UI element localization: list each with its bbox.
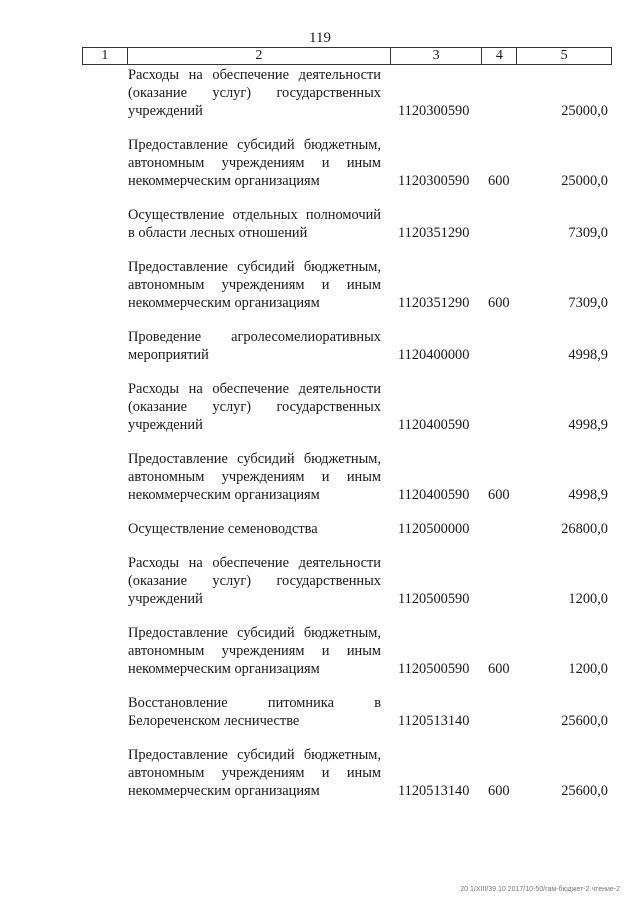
table-row — [128, 694, 608, 730]
row-description: Расходы на обеспечение деятельности (оказание услуг) государственных учреждений — [128, 555, 381, 607]
row-code: 1120400000 — [398, 347, 470, 363]
row-description: Восстановление питомника в Белореченском лесничестве — [128, 695, 381, 729]
row-description: Проведение агролесомелиоративных мероприятий — [128, 329, 381, 363]
table-row — [128, 380, 608, 434]
page-number: 119 — [309, 30, 331, 46]
row-description: Предоставление субсидий бюджетным, автономным учреждениям и иным некоммерческим организациям — [128, 451, 381, 503]
row-code: 1120500590 — [398, 661, 470, 677]
row-code: 1120351290 — [398, 225, 470, 241]
table-row — [128, 624, 608, 678]
row-type: 600 — [488, 173, 510, 189]
table-header — [82, 47, 612, 65]
table-row — [128, 136, 608, 190]
header-col-5: 5 — [560, 48, 568, 63]
row-code: 1120513140 — [398, 713, 470, 729]
row-code: 1120300590 — [398, 173, 470, 189]
row-description: Осуществление семеноводства — [128, 521, 318, 537]
row-code: 1120351290 — [398, 295, 470, 311]
row-description: Расходы на обеспечение деятельности (оказание услуг) государственных учреждений — [128, 381, 381, 433]
row-type: 600 — [488, 295, 510, 311]
header-col-1: 1 — [83, 48, 128, 64]
row-code: 1120300590 — [398, 103, 470, 119]
row-description: Расходы на обеспечение деятельности (оказание услуг) государственных учреждений — [128, 67, 381, 119]
row-amount: 26800,0 — [561, 521, 608, 537]
table-row — [128, 520, 608, 538]
row-code: 1120400590 — [398, 487, 470, 503]
header-col-2: 2 — [128, 48, 391, 64]
row-amount: 25000,0 — [561, 103, 608, 119]
table-row — [128, 258, 608, 312]
row-code: 1120500000 — [398, 521, 470, 537]
table-row — [128, 328, 608, 364]
row-amount: 4998,9 — [568, 487, 608, 503]
row-amount: 7309,0 — [568, 295, 608, 311]
row-code: 1120513140 — [398, 783, 470, 799]
row-amount: 4998,9 — [568, 417, 608, 433]
row-code: 1120400590 — [398, 417, 470, 433]
row-description: Предоставление субсидий бюджетным, автономным учреждениям и иным некоммерческим организациям — [128, 259, 381, 311]
row-type: 600 — [488, 783, 510, 799]
table-body — [128, 66, 608, 800]
table-row — [128, 554, 608, 608]
row-description: Предоставление субсидий бюджетным, автономным учреждениям и иным некоммерческим организациям — [128, 747, 381, 799]
row-amount: 25600,0 — [561, 783, 608, 799]
row-amount: 1200,0 — [568, 591, 608, 607]
footer-stamp: 20 1/XIII/39 10 2017/10-50/гам-бюджет-2 чтение-2 — [460, 886, 620, 893]
row-type: 600 — [488, 661, 510, 677]
row-code: 1120500590 — [398, 591, 470, 607]
row-amount: 4998,9 — [568, 347, 608, 363]
row-amount: 25000,0 — [561, 173, 608, 189]
table-row — [128, 66, 608, 120]
row-description: Предоставление субсидий бюджетным, автономным учреждениям и иным некоммерческим организациям — [128, 137, 381, 189]
table-row — [128, 746, 608, 800]
header-col-4: 4 — [482, 48, 517, 64]
table-row — [128, 450, 608, 504]
table-row — [128, 206, 608, 242]
row-amount: 25600,0 — [561, 713, 608, 729]
row-description: Предоставление субсидий бюджетным, автономным учреждениям и иным некоммерческим организациям — [128, 625, 381, 677]
header-col-3: 3 — [391, 48, 483, 64]
row-amount: 1200,0 — [568, 661, 608, 677]
row-amount: 7309,0 — [568, 225, 608, 241]
row-type: 600 — [488, 487, 510, 503]
row-description: Осуществление отдельных полномочий в области лесных отношений — [128, 207, 381, 241]
